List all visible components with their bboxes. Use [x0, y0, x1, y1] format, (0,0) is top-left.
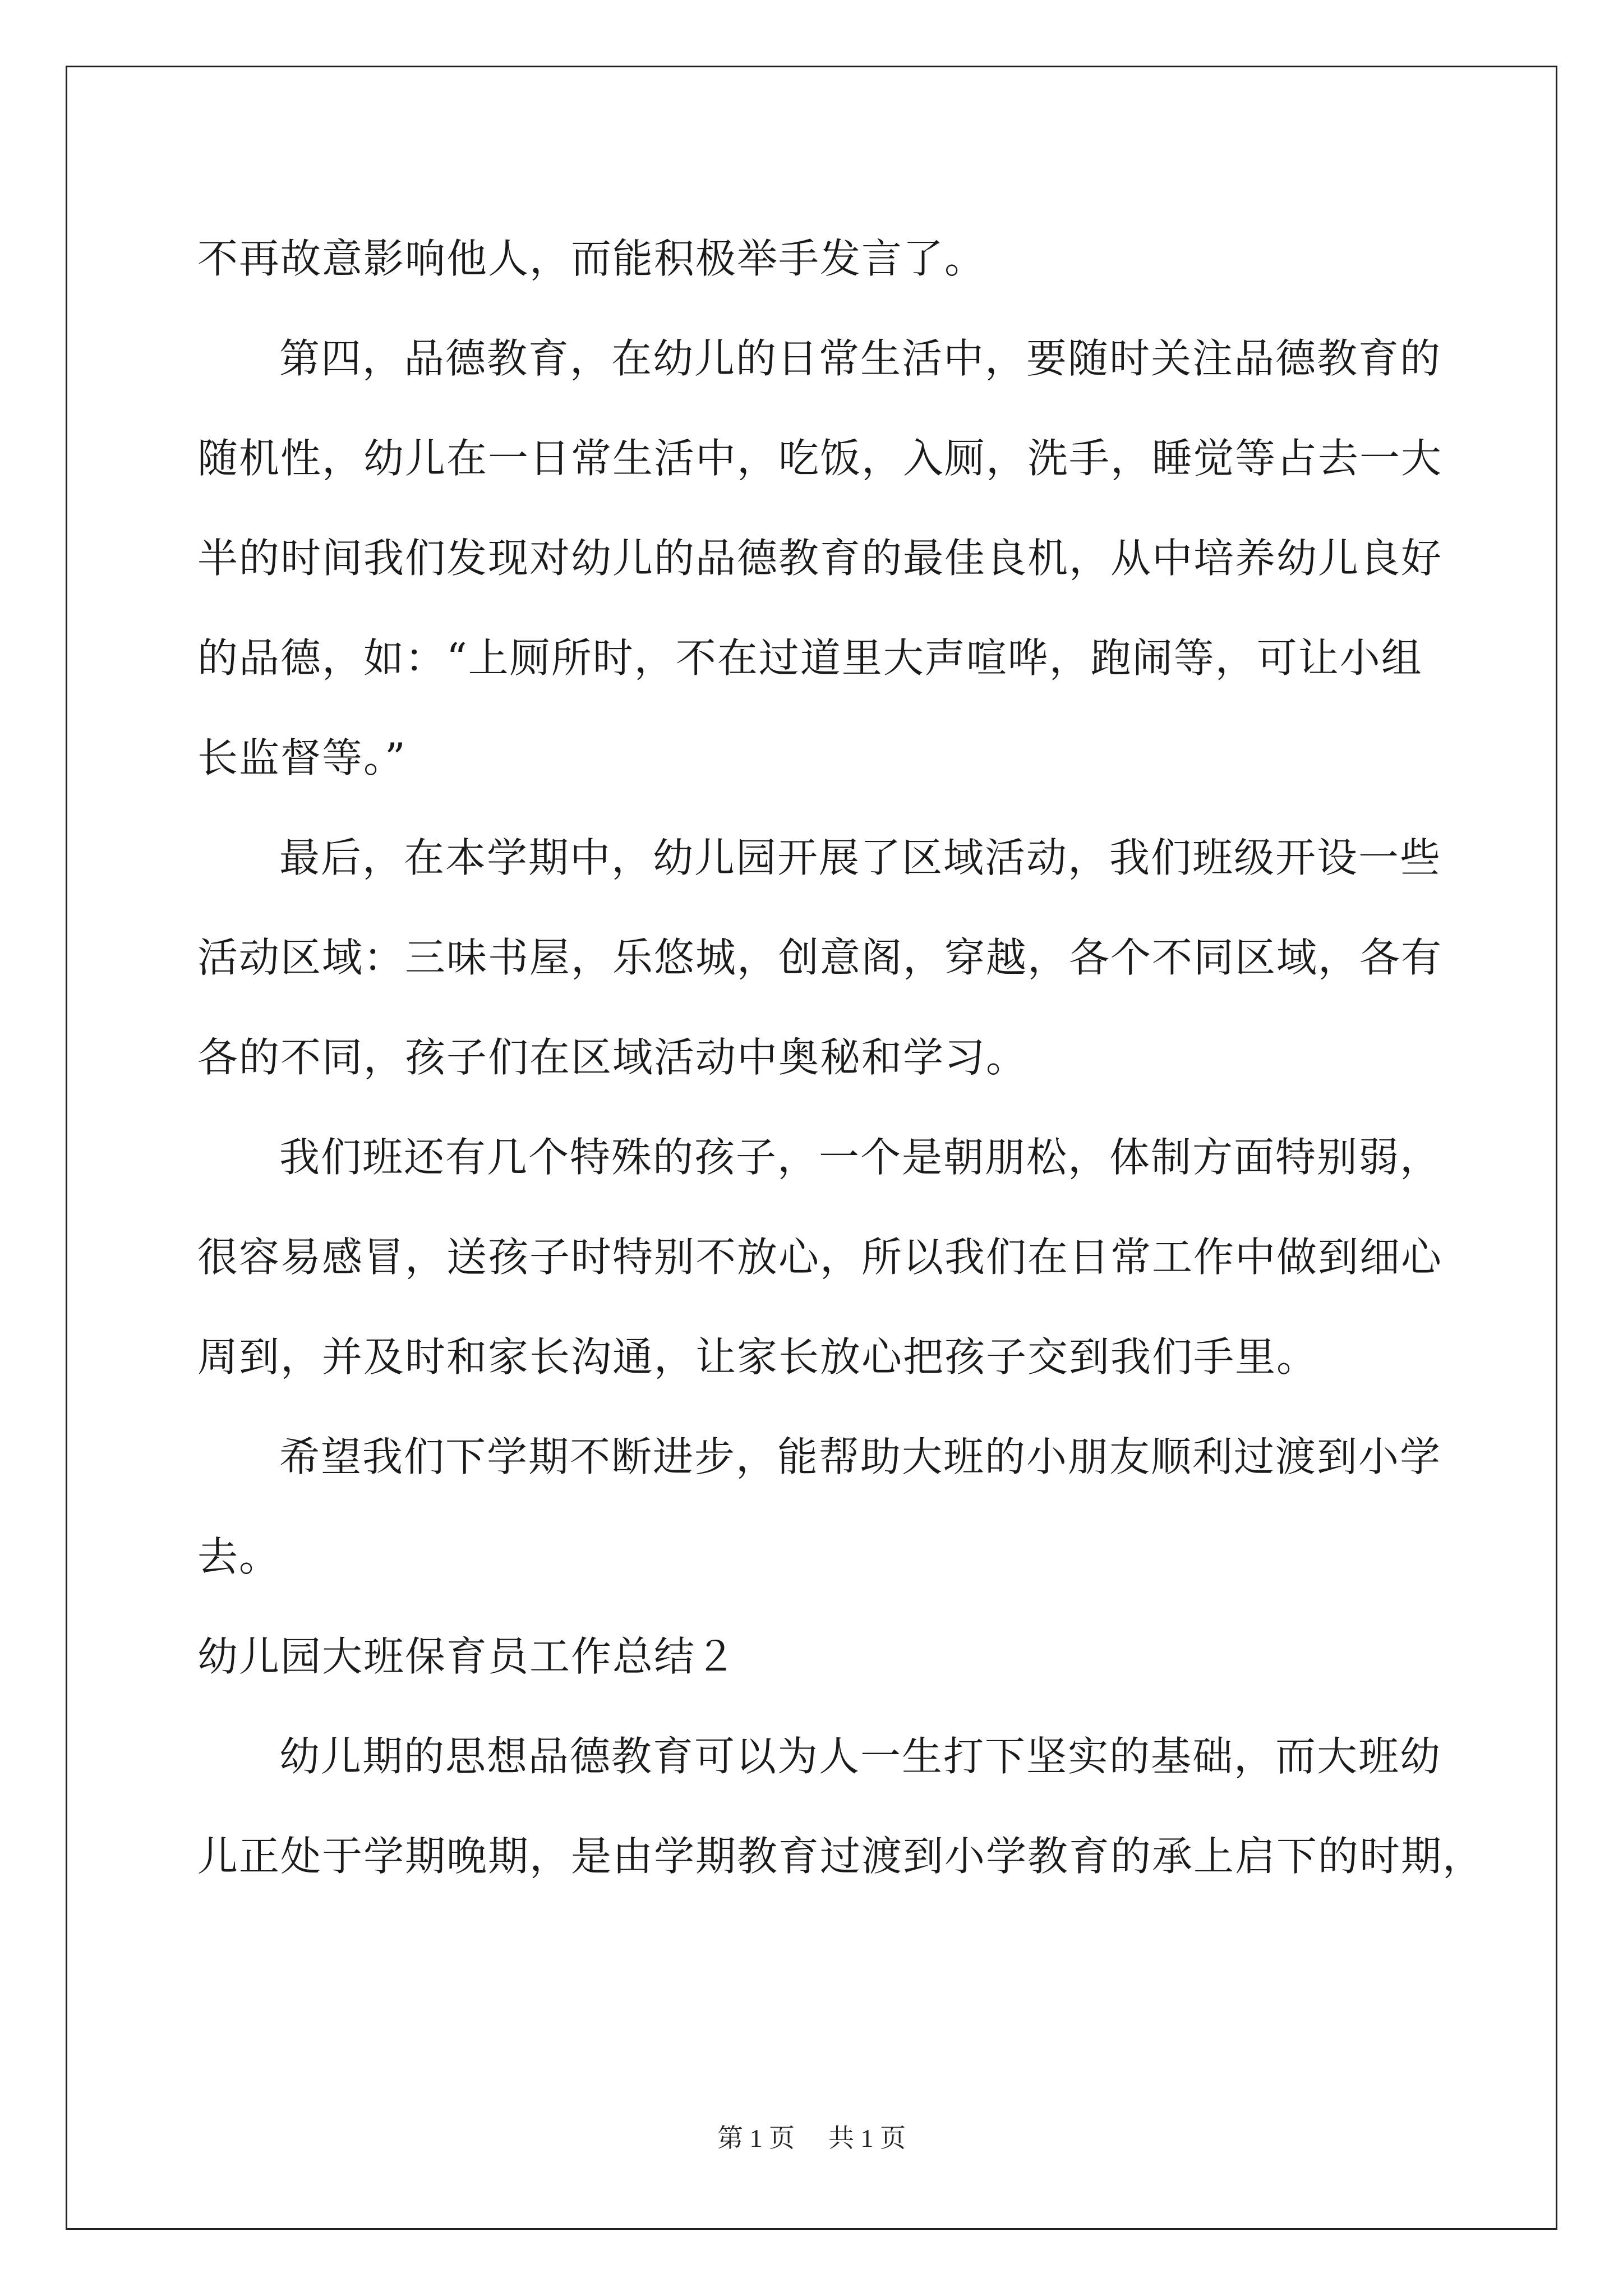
text-line: 儿正处于学期晚期，是由学期教育过渡到小学教育的承上启下的时期，: [197, 1833, 1484, 1880]
text-line: 周到，并及时和家长沟通，让家长放心把孩子交到我们手里。: [197, 1333, 1318, 1381]
document-body: [197, 209, 1484, 1906]
text-line: 随机性，幼儿在一日常生活中，吃饭，入厕，洗手，睡觉等占去一大: [197, 435, 1443, 482]
text-line: 第四，品德教育，在幼儿的日常生活中，要随时关注品德教育的: [279, 335, 1442, 382]
text-line: 希望我们下学期不断进步，能帮助大班的小朋友顺利过渡到小学: [279, 1433, 1442, 1480]
text-line: 去。: [197, 1533, 281, 1580]
text-line: 幼儿期的思想品德教育可以为人一生打下坚实的基础，而大班幼: [279, 1733, 1442, 1780]
page-total: 共 1 页: [828, 2124, 906, 2152]
text-line: 不再故意影响他人，而能积极举手发言了。: [197, 235, 986, 282]
text-line: 活动区域：三味书屋，乐悠城，创意阁，穿越，各个不同区域，各有: [197, 934, 1443, 981]
section-heading: 幼儿园大班保育员工作总结２: [197, 1633, 737, 1680]
text-line: 半的时间我们发现对幼儿的品德教育的最佳良机，从中培养幼儿良好: [197, 535, 1443, 582]
page-number: 第 1 页: [717, 2124, 795, 2152]
text-line: 我们班还有几个特殊的孩子，一个是朝朋松，体制方面特别弱，: [279, 1134, 1442, 1181]
text-line: 的品德，如：“上厕所时，不在过道里大声喧哗，跑闹等，可让小组: [197, 634, 1423, 682]
text-line: 各的不同，孩子们在区域活动中奥秘和学习。: [197, 1034, 1028, 1081]
text-line: 最后，在本学期中，幼儿园开展了区域活动，我们班级开设一些: [279, 834, 1442, 881]
text-line: 长监督等。”: [197, 734, 407, 781]
page-footer: [0, 2118, 1623, 2155]
text-line: 很容易感冒，送孩子时特别不放心，所以我们在日常工作中做到细心: [197, 1234, 1443, 1281]
